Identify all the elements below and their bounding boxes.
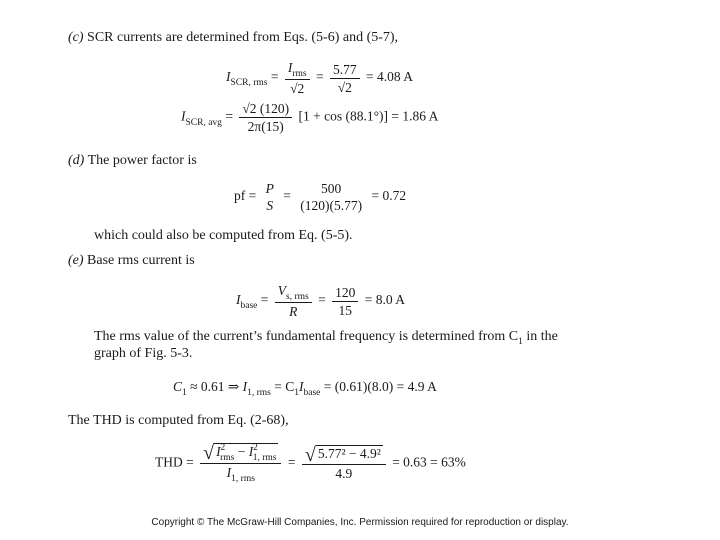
eq-scr-rms-result: = 4.08 A bbox=[365, 69, 413, 85]
part-c-label: (c) bbox=[68, 30, 84, 45]
equation-scr-rms: $I_{SCR, rms}$ = $\frac{I_{rms}}{√2}$ = $\frac{5.77}{√2}$ = 4.08 A bbox=[226, 60, 413, 96]
part-d-label: (d) bbox=[68, 153, 85, 168]
eq-pf-frac2 bbox=[297, 181, 365, 213]
eq-thd-a-sub: rms bbox=[220, 453, 235, 463]
eq-c1-c-sub: 1 bbox=[182, 388, 187, 398]
eq-thd-b: I bbox=[248, 444, 254, 459]
eq-scr-avg-den: 2π(15) bbox=[247, 119, 284, 134]
eq-base-num1: V bbox=[277, 283, 287, 298]
eq-base-num1-sub: s, rms bbox=[286, 292, 309, 302]
eq-thd-frac1 bbox=[200, 444, 281, 483]
eq-scr-rms-num1: I bbox=[287, 60, 293, 75]
eq-scr-rms-lhs: I bbox=[226, 69, 231, 85]
eq-scr-avg-lhs-sub: SCR, avg bbox=[185, 117, 222, 128]
eq-thd-frac2 bbox=[302, 446, 386, 481]
eq-thd-den1: I bbox=[226, 465, 232, 480]
eq-thd-num1 bbox=[200, 444, 281, 464]
part-c-text: SCR currents are determined from Eqs. (5-6) and (5-7), bbox=[87, 30, 399, 45]
eq-thd-a: I bbox=[216, 444, 221, 459]
eq-base-frac2 bbox=[332, 285, 358, 318]
eq-thd-a-sup: 2 bbox=[220, 442, 226, 452]
equation-c1 bbox=[173, 379, 437, 398]
eq-c1-rest: = (0.61)(8.0) = 4.9 A bbox=[323, 379, 437, 394]
eq-thd-result: = 0.63 = 63% bbox=[392, 454, 466, 470]
eq-thd-den2: 4.9 bbox=[335, 466, 353, 481]
para-line1-text: The rms value of the current’s fundamental frequency is determined from C bbox=[94, 329, 519, 344]
eq-scr-rms-frac2 bbox=[330, 62, 360, 95]
copyright-footer: Copyright © The McGraw-Hill Companies, Inc. Permission required for reproduction or display. bbox=[151, 517, 569, 528]
eq-c1-eq1: = C bbox=[274, 379, 295, 394]
sqrt-icon: √ bbox=[203, 442, 215, 464]
part-e-text: Base rms current is bbox=[87, 253, 195, 268]
eq-base-den1: R bbox=[289, 304, 298, 319]
part-e-label: (e) bbox=[68, 253, 84, 268]
eq-scr-rms-den2: √2 bbox=[337, 79, 352, 95]
eq-thd-minus: − bbox=[237, 444, 246, 459]
eq-scr-avg-num: √2 (120) bbox=[239, 101, 292, 118]
thd-intro: The THD is computed from Eq. (2-68), bbox=[68, 413, 289, 428]
eq-scr-rms-num2: 5.77 bbox=[330, 62, 360, 79]
sqrt-icon-2: √ bbox=[304, 444, 316, 466]
equation-thd: THD = $\frac{√ I^2_{rms} - I^2_{1, rms}}{I_{1, rms}}$ = $\frac{\text{√ 5.77² − 4.9²}}{4.9}$ = 0.63 = 63% bbox=[155, 442, 466, 484]
eq-pf-num1: P bbox=[265, 181, 274, 196]
eq-scr-avg-frac bbox=[239, 101, 292, 134]
part-e-paragraph-line2: graph of Fig. 5-3. bbox=[94, 346, 193, 361]
part-d-text: The power factor is bbox=[87, 153, 197, 168]
part-e-paragraph-line1 bbox=[94, 329, 558, 345]
eq-c1-i: I bbox=[242, 379, 248, 394]
eq-base-result: = 8.0 A bbox=[364, 292, 405, 308]
eq-pf-result: = 0.72 bbox=[371, 188, 407, 204]
eq-c1-approx: ≈ 0.61 ⇒ bbox=[190, 379, 240, 394]
eq-pf-num2: 500 bbox=[321, 181, 342, 196]
eq-scr-rms-frac1 bbox=[285, 60, 310, 96]
equation-power-factor: pf = P S = 500 (120)(5.77) = 0.72 bbox=[234, 181, 407, 213]
eq-base-lhs-sub: base bbox=[240, 301, 258, 312]
eq-scr-rms-den1: √2 bbox=[290, 81, 305, 96]
eq-pf-frac1 bbox=[263, 181, 277, 213]
eq-base-den2: 15 bbox=[338, 302, 352, 318]
eq-c1-i-sub: 1, rms bbox=[247, 388, 271, 398]
para-line1-end: in the bbox=[522, 329, 558, 344]
part-d-note: which could also be computed from Eq. (5-5). bbox=[94, 228, 353, 243]
eq-base-frac1 bbox=[275, 283, 312, 319]
part-d-intro bbox=[68, 153, 197, 169]
eq-scr-avg-bracket: [1 + cos (88.1°)] bbox=[298, 108, 388, 124]
eq-base-lhs: I bbox=[236, 292, 241, 308]
eq-c1-c2-sub: 1 bbox=[294, 388, 299, 398]
eq-scr-avg-result: = 1.86 A bbox=[391, 108, 439, 124]
eq-c1-ib: I bbox=[299, 379, 304, 394]
eq-thd-b-sup: 2 bbox=[253, 442, 258, 452]
eq-thd-den1-sub: 1, rms bbox=[231, 474, 255, 484]
part-c-intro bbox=[68, 30, 398, 46]
eq-pf-lhs: pf bbox=[234, 188, 246, 204]
part-e-intro bbox=[68, 253, 195, 269]
eq-c1-c: C bbox=[173, 379, 183, 394]
eq-thd-num2: 5.77² − 4.9² bbox=[317, 446, 381, 461]
eq-thd-lhs: THD bbox=[155, 454, 183, 470]
eq-pf-den1: S bbox=[266, 198, 274, 213]
eq-scr-rms-num1-sub: rms bbox=[292, 69, 307, 79]
eq-scr-rms-lhs-sub: SCR, rms bbox=[230, 78, 268, 89]
eq-base-num2: 120 bbox=[332, 285, 358, 302]
equation-scr-avg: $I_{SCR, avg}$ = $\frac{√2 (120)}{2\pi(15)}$ [1 + cos (88.1°)] = 1.86 A bbox=[181, 101, 439, 134]
eq-pf-den2: (120)(5.77) bbox=[300, 198, 363, 213]
eq-c1-ib-sub: base bbox=[303, 388, 321, 398]
eq-thd-b-sub: 1, rms bbox=[252, 453, 277, 463]
equation-base-current: $I_{base}$ = $\frac{V_{s, rms}}{R}$ = $\frac{120}{15}$ = 8.0 A bbox=[236, 283, 405, 319]
eq-scr-avg-lhs: I bbox=[181, 108, 186, 124]
para-line1-sub: 1 bbox=[518, 337, 523, 347]
